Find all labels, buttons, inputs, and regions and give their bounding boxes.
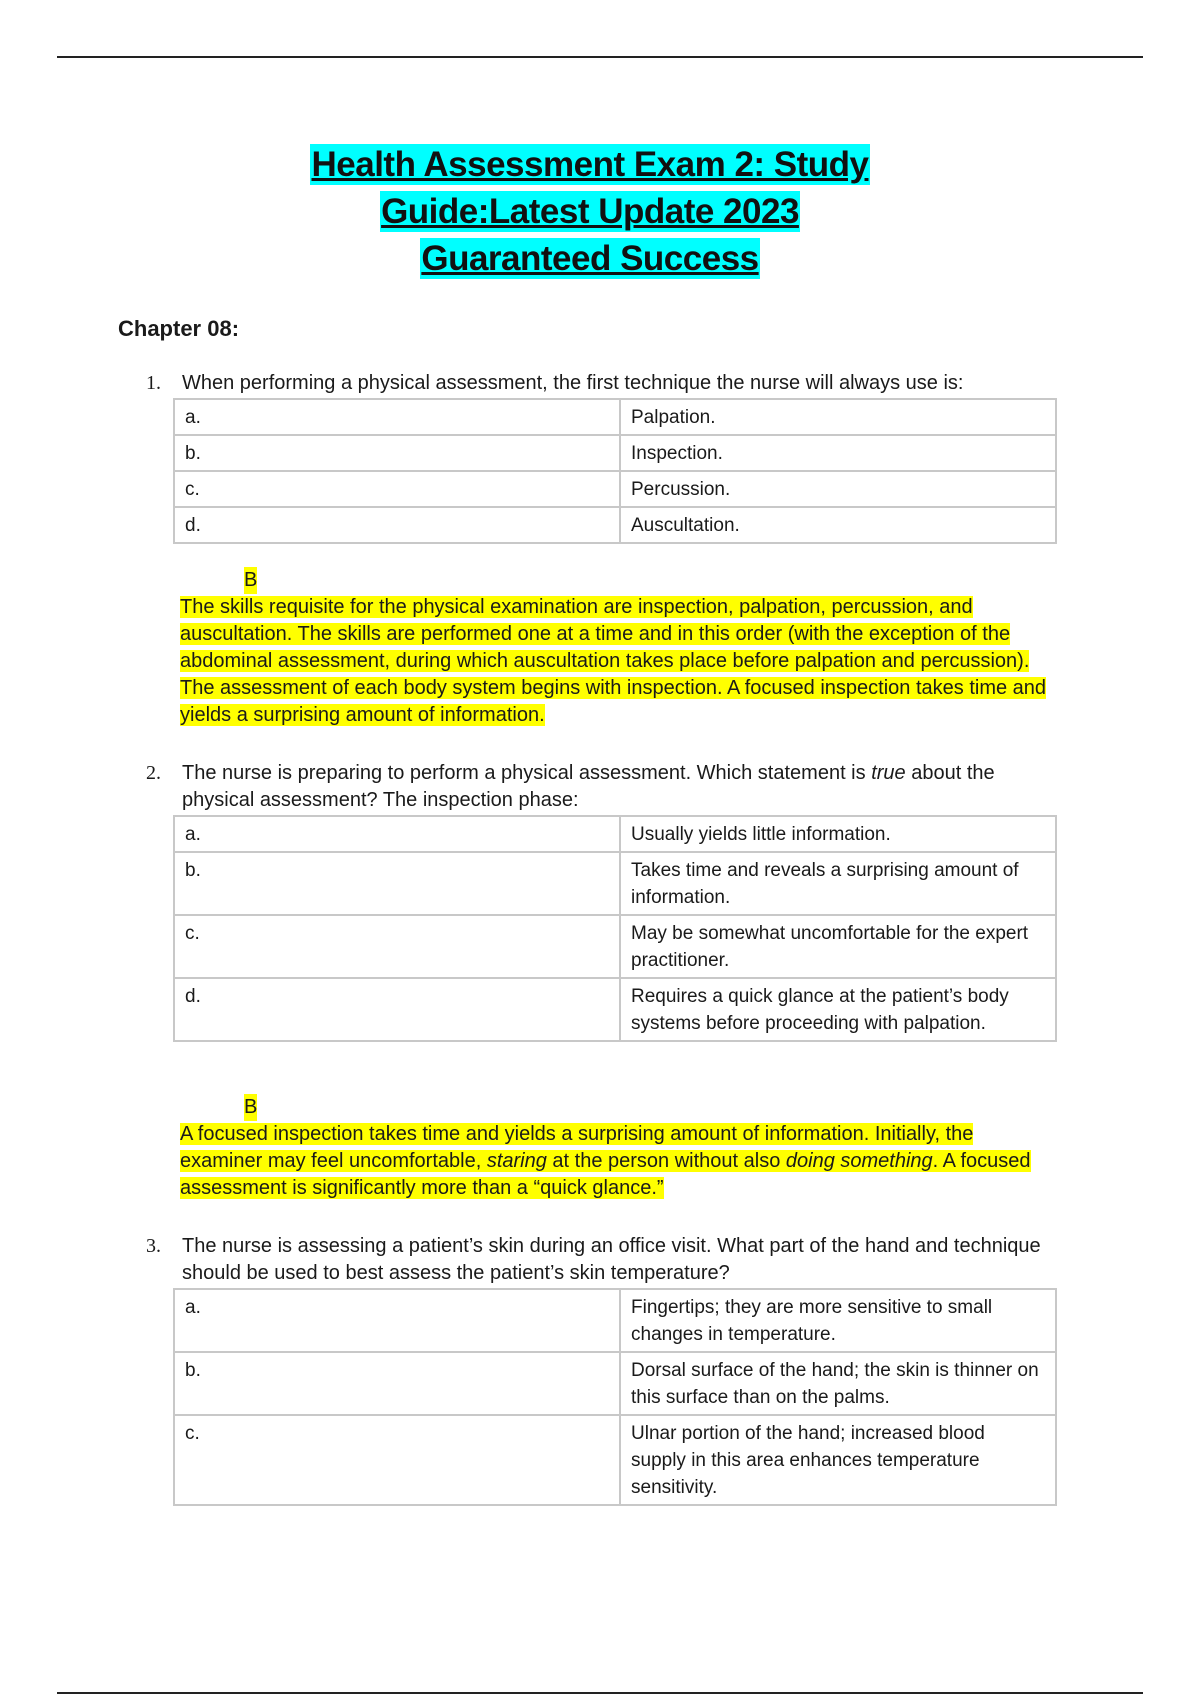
bottom-rule <box>57 1692 1143 1694</box>
answer-letter: B <box>244 567 257 594</box>
question-text: When performing a physical assessment, the first technique the nurse will always use is: <box>182 372 964 394</box>
option-row[interactable] <box>174 852 1056 915</box>
option-letter: a. <box>174 1289 620 1352</box>
option-text: Dorsal surface of the hand; the skin is thinner on this surface than on the palms. <box>620 1352 1056 1415</box>
option-row[interactable] <box>174 1289 1056 1352</box>
answer-block-2 <box>180 1094 1060 1202</box>
question-text: The nurse is preparing to perform a physical assessment. Which statement is true about the physical assessment? The inspection phase: <box>182 762 995 811</box>
question-number: 2. <box>146 762 161 784</box>
option-letter: c. <box>174 1415 620 1505</box>
option-row[interactable] <box>174 507 1056 543</box>
question-2 <box>146 760 1052 814</box>
option-letter: d. <box>174 978 620 1041</box>
option-row[interactable] <box>174 435 1056 471</box>
title-line-2: Guide:Latest Update 2023 <box>381 192 799 231</box>
option-text: Palpation. <box>620 399 1056 435</box>
options-table-2 <box>173 815 1057 1042</box>
title-line-3: Guaranteed Success <box>421 239 759 278</box>
option-row[interactable] <box>174 978 1056 1041</box>
answer-letter: B <box>244 1094 257 1121</box>
question-number: 1. <box>146 372 161 394</box>
option-row[interactable] <box>174 1352 1056 1415</box>
option-row[interactable] <box>174 1415 1056 1505</box>
question-1 <box>146 370 1052 397</box>
option-text: Usually yields little information. <box>620 816 1056 852</box>
option-letter: b. <box>174 852 620 915</box>
option-letter: c. <box>174 471 620 507</box>
option-row[interactable] <box>174 915 1056 978</box>
option-text: Auscultation. <box>620 507 1056 543</box>
option-row[interactable] <box>174 816 1056 852</box>
document-title <box>0 144 1180 285</box>
option-text: Percussion. <box>620 471 1056 507</box>
option-letter: a. <box>174 399 620 435</box>
chapter-heading: Chapter 08: <box>118 316 240 341</box>
top-rule <box>57 56 1143 58</box>
option-letter: d. <box>174 507 620 543</box>
answer-rationale: A focused inspection takes time and yields a surprising amount of information. Initially, the examiner may feel uncomfortable, staring at the person without also doing something. A focused assessment is significantly more than a “quick glance.” <box>180 1123 1031 1199</box>
option-letter: b. <box>174 1352 620 1415</box>
option-text: May be somewhat uncomfortable for the expert practitioner. <box>620 915 1056 978</box>
answer-block-1 <box>180 567 1060 729</box>
option-row[interactable] <box>174 399 1056 435</box>
option-letter: b. <box>174 435 620 471</box>
option-letter: c. <box>174 915 620 978</box>
title-line-1: Health Assessment Exam 2: Study <box>311 145 869 184</box>
option-text: Inspection. <box>620 435 1056 471</box>
option-letter: a. <box>174 816 620 852</box>
option-text: Takes time and reveals a surprising amount of information. <box>620 852 1056 915</box>
question-number: 3. <box>146 1235 161 1257</box>
option-text: Fingertips; they are more sensitive to small changes in temperature. <box>620 1289 1056 1352</box>
options-table-3 <box>173 1288 1057 1506</box>
option-text: Requires a quick glance at the patient’s body systems before proceeding with palpation. <box>620 978 1056 1041</box>
option-row[interactable] <box>174 471 1056 507</box>
question-3 <box>146 1233 1052 1287</box>
option-text: Ulnar portion of the hand; increased blood supply in this area enhances temperature sensitivity. <box>620 1415 1056 1505</box>
question-text: The nurse is assessing a patient’s skin during an office visit. What part of the hand and technique should be used to best assess the patient’s skin temperature? <box>182 1235 1041 1284</box>
options-table-1 <box>173 398 1057 544</box>
answer-rationale: The skills requisite for the physical examination are inspection, palpation, percussion, and auscultation. The skills are performed one at a time and in this order (with the exception of the abdominal assessment, during which auscultation takes place before palpation and percussion). The assessment of each body system begins with inspection. A focused inspection takes time and yields a surprising amount of information. <box>180 596 1047 726</box>
